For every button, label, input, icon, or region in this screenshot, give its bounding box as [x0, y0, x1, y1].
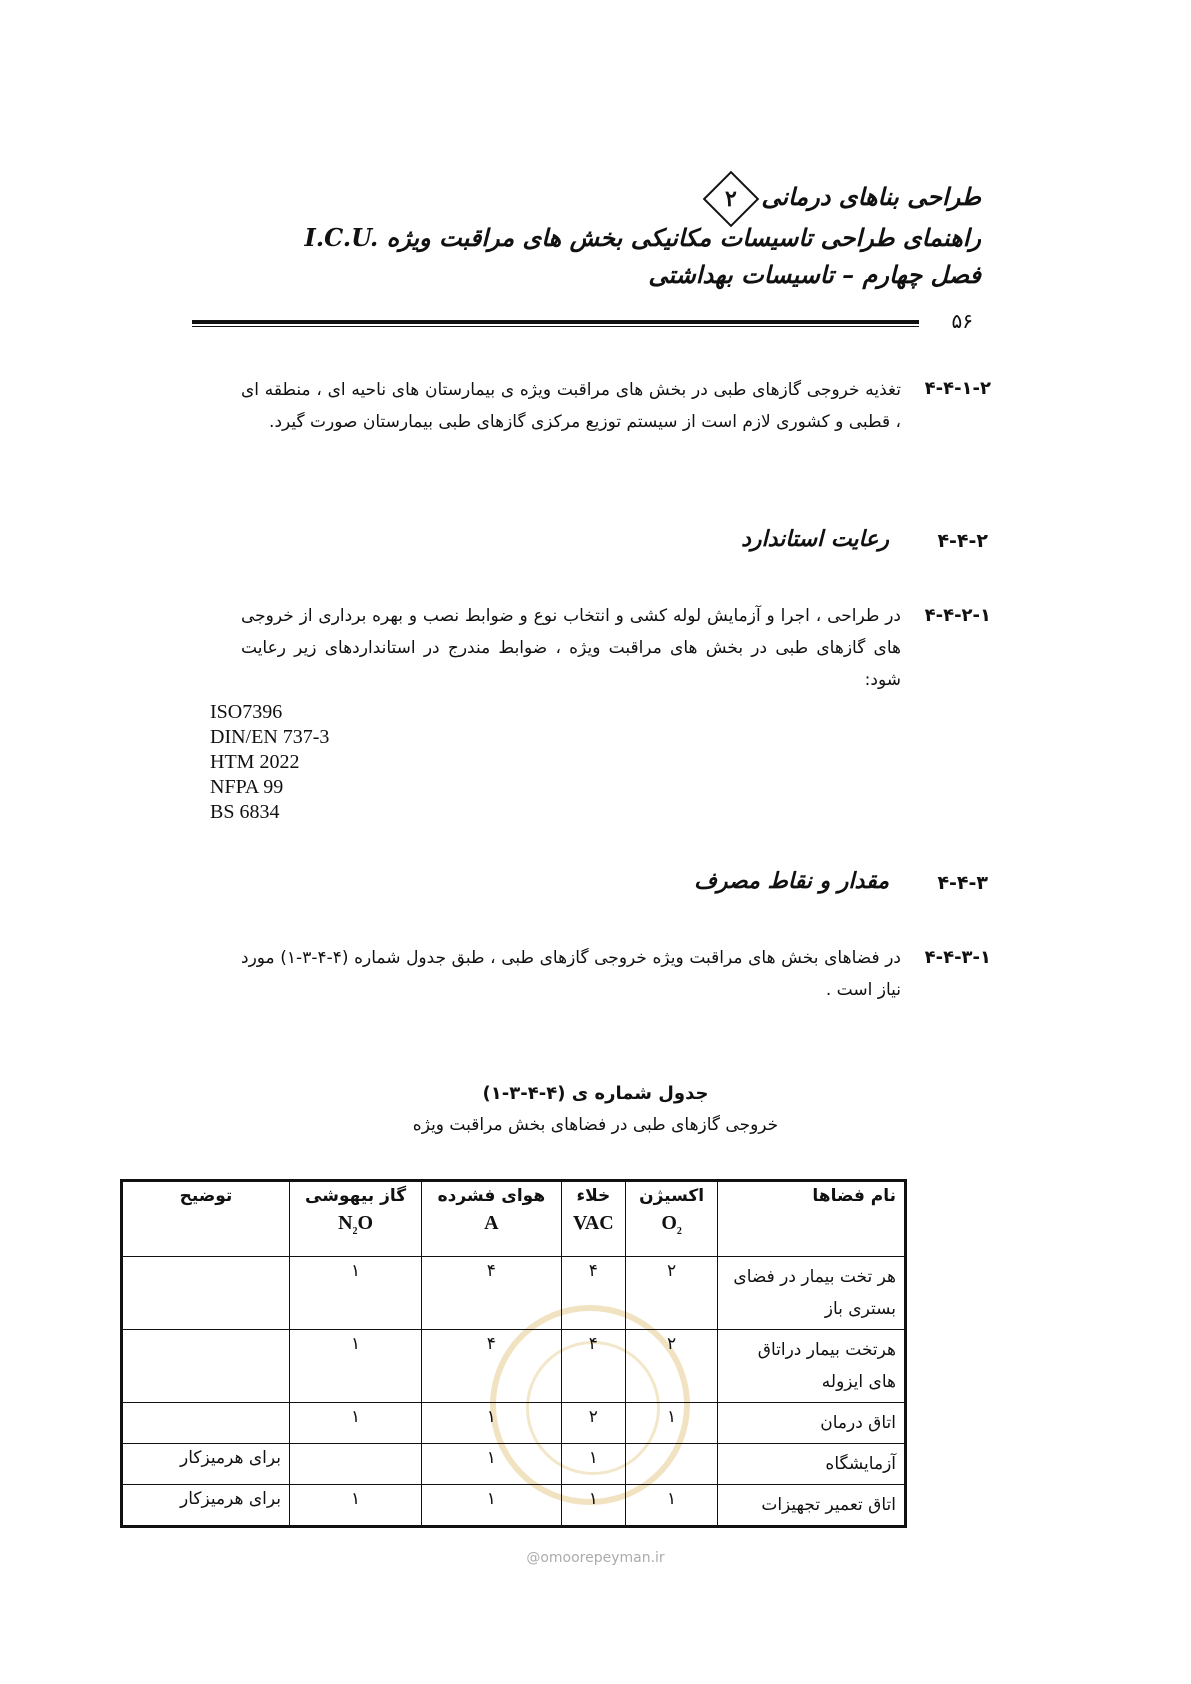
standard-item: HTM 2022 — [210, 751, 300, 773]
cell-oxygen: ۱ — [626, 1485, 718, 1527]
cell-oxygen — [626, 1444, 718, 1485]
cell-anesthesia: ۱ — [290, 1403, 422, 1444]
standard-item: NFPA 99 — [210, 776, 284, 798]
cell-air: ۴ — [422, 1257, 561, 1330]
standards-list — [210, 700, 329, 825]
col-header-vacuum: خلاء VAC — [561, 1181, 626, 1257]
cell-oxygen: ۱ — [626, 1403, 718, 1444]
table-row — [122, 1403, 906, 1444]
table-row — [122, 1444, 906, 1485]
standard-item: ISO7396 — [210, 701, 283, 723]
cell-vacuum: ۱ — [561, 1444, 626, 1485]
section-title: رعایت استاندارد — [741, 526, 889, 552]
page-number: ۵۶ — [951, 309, 973, 333]
series-title-line — [305, 178, 981, 219]
col-header-air: هوای فشرده A — [422, 1181, 561, 1257]
cell-space: هر تخت بیمار در فضای بستری باز — [718, 1257, 906, 1330]
header-rule — [192, 320, 919, 324]
table-row — [122, 1330, 906, 1403]
cell-anesthesia: ۱ — [290, 1485, 422, 1527]
cell-air: ۱ — [422, 1485, 561, 1527]
col-header-anesthesia: گاز بیهوشی $N_2O$ — [290, 1181, 422, 1257]
cell-oxygen: ۲ — [626, 1330, 718, 1403]
paragraph-number: ۴-۴-۱-۲ — [924, 378, 991, 399]
guide-title-latin: I.C.U. — [304, 222, 379, 252]
page-header — [305, 178, 981, 293]
cell-space: هرتخت بیمار دراتاق های ایزوله — [718, 1330, 906, 1403]
paragraph-text: تغذیه خروجی گازهای طبی در بخش های مراقبت ویژه ی بیمارستان های ناحیه ای ، منطقه ای ، قطبی و کشوری لازم است از سیستم توزیع مرکزی گازهای طبی بیمارستان صورت گیرد. — [241, 380, 901, 432]
table-row — [122, 1257, 906, 1330]
table-row — [122, 1485, 906, 1527]
cell-vacuum: ۲ — [561, 1403, 626, 1444]
guide-title: راهنمای طراحی تاسیسات مکانیکی بخش های مراقبت ویژه — [386, 222, 981, 252]
cell-vacuum: ۴ — [561, 1330, 626, 1403]
cell-note — [122, 1330, 290, 1403]
header-rule-thin — [192, 326, 919, 327]
paragraph-text: در طراحی ، اجرا و آزمایش لوله کشی و انتخاب نوع و ضوابط نصب و بهره برداری از خروجی های گازهای طبی در بخش های مراقبت ویژه ، ضوابط مندرج در استانداردهای زیر رعایت شود: — [241, 606, 901, 690]
series-title: طراحی بناهای درمانی — [761, 182, 981, 211]
guide-title-line — [305, 219, 981, 256]
cell-space: اتاق تعمیر تجهیزات — [718, 1485, 906, 1527]
table-title: جدول شماره ی (۴-۴-۳-۱) — [482, 1083, 709, 1104]
series-number: ۲ — [725, 185, 737, 212]
cell-note: برای هرمیزکار — [122, 1444, 290, 1485]
paragraph-text: در فضاهای بخش های مراقبت ویژه خروجی گازهای طبی ، طبق جدول شماره (۴-۴-۳-۱) مورد نیاز است . — [241, 948, 901, 1000]
cell-space: آزمایشگاه — [718, 1444, 906, 1485]
cell-oxygen: ۲ — [626, 1257, 718, 1330]
col-header-oxygen: اکسیژن $O_2$ — [626, 1181, 718, 1257]
cell-vacuum: ۱ — [561, 1485, 626, 1527]
paragraph-number: ۴-۴-۳-۱ — [924, 947, 991, 968]
cell-space: اتاق درمان — [718, 1403, 906, 1444]
cell-air: ۴ — [422, 1330, 561, 1403]
section-number: ۴-۴-۲ — [937, 530, 988, 552]
gas-outlets-table — [120, 1179, 907, 1528]
chapter-title: فصل چهارم – تاسیسات بهداشتی — [648, 259, 981, 289]
cell-air: ۱ — [422, 1403, 561, 1444]
cell-anesthesia: ۱ — [290, 1257, 422, 1330]
standard-item: DIN/EN 737-3 — [210, 726, 330, 748]
cell-note — [122, 1257, 290, 1330]
table-subtitle: خروجی گازهای طبی در فضاهای بخش مراقبت ویژه — [412, 1115, 779, 1135]
col-header-note: توضیح — [122, 1181, 290, 1257]
cell-anesthesia — [290, 1444, 422, 1485]
section-title: مقدار و نقاط مصرف — [694, 868, 889, 894]
cell-note: برای هرمیزکار — [122, 1485, 290, 1527]
cell-note — [122, 1403, 290, 1444]
table-header-row — [122, 1181, 906, 1257]
cell-air: ۱ — [422, 1444, 561, 1485]
col-header-space: نام فضاها — [718, 1181, 906, 1257]
standard-item: BS 6834 — [210, 801, 280, 823]
cell-vacuum: ۴ — [561, 1257, 626, 1330]
watermark-url: @omoorepeyman.ir — [526, 1550, 665, 1566]
section-number: ۴-۴-۳ — [937, 872, 988, 894]
paragraph-number: ۴-۴-۲-۱ — [924, 605, 991, 626]
cell-anesthesia: ۱ — [290, 1330, 422, 1403]
